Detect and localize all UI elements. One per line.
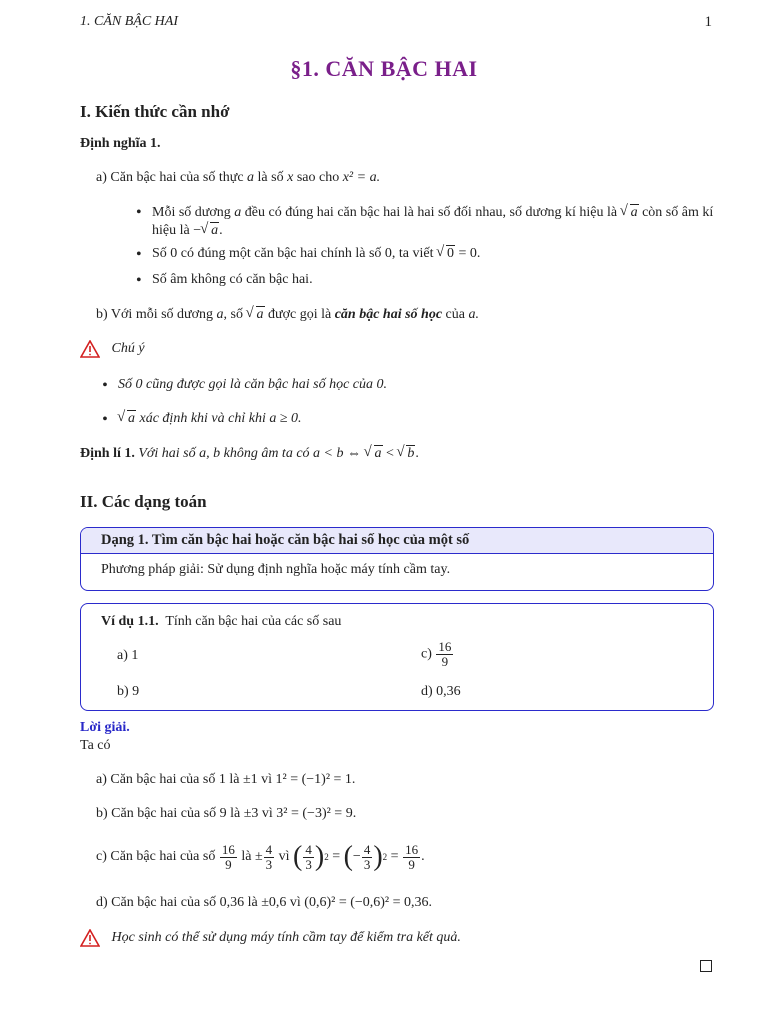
sqrt-symbol: √ a bbox=[118, 411, 136, 427]
sqrt-symbol: √ a bbox=[621, 204, 639, 222]
solution-item-b: b) Căn bậc hai của số 9 là ±3 vì 3² = (−3)² = 9. bbox=[96, 806, 357, 821]
example-item-a: a) 1 bbox=[117, 648, 139, 663]
solution-item-d: d) Căn bậc hai của số 0,36 là ±0,6 vì (0,6)² = (−0,6)² = 0,36. bbox=[96, 895, 433, 910]
fraction: $\frac{16}{9}$ bbox=[405, 841, 419, 872]
note-item-2: • √ a xác định khi và chỉ khi a ≥ 0. bbox=[118, 411, 302, 427]
sqrt-symbol: √ 0 bbox=[437, 246, 455, 262]
dang-box bbox=[80, 527, 714, 591]
dang-method: Phương pháp giải: Sử dụng định nghĩa hoặc máy tính cầm tay. bbox=[101, 562, 451, 577]
definition-item-b: b) Với mỗi số dương a, số √ a được gọi là căn bậc hai số học của a. bbox=[96, 307, 479, 323]
solution-label: Lời giải. bbox=[80, 720, 130, 735]
bullet-zero: • Số 0 có đúng một căn bậc hai chính là số 0, ta viết √ 0 = 0. bbox=[152, 246, 480, 262]
sqrt-symbol: √ a bbox=[247, 307, 265, 323]
example-item-d: d) 0,36 bbox=[421, 684, 461, 699]
example-item-c: c) $\frac{16}{9}$ bbox=[421, 639, 452, 669]
definition-item-a: a) Căn bậc hai của số thực a là số x sao cho x² = a. bbox=[96, 170, 381, 185]
page-title: §1. CĂN BẬC HAI bbox=[290, 56, 478, 81]
sqrt-symbol: √ a bbox=[365, 446, 383, 462]
sqrt-symbol: √ b bbox=[397, 446, 415, 462]
fraction: $\frac{4}{3}$ bbox=[305, 841, 312, 872]
theorem: Định lí 1. Với hai số a, b không âm ta có a < b ⇔ √ a < √ b. bbox=[80, 446, 419, 462]
solution-item-a: a) Căn bậc hai của số 1 là ±1 vì 1² = (−1)² = 1. bbox=[96, 772, 356, 787]
definition-label: Định nghĩa 1. bbox=[80, 136, 161, 151]
bullet-positive: • Mỗi số dương a đều có đúng hai căn bậc hai là hai số đối nhau, số dương kí hiệu là √ a còn số âm kí hiệu là −√ a. bbox=[152, 204, 718, 240]
section-heading-2: II. Các dạng toán bbox=[80, 492, 207, 511]
dang-title: Dạng 1. Tìm căn bậc hai hoặc căn bậc hai số học của một số bbox=[81, 528, 713, 554]
page-number: 1 bbox=[704, 14, 712, 30]
example-box bbox=[80, 603, 714, 711]
example-heading: Ví dụ 1.1. Tính căn bậc hai của các số sau bbox=[101, 614, 342, 629]
solution-item-c: c) Căn bậc hai của số $\frac{16}{9}$ là ± $\frac{4}{3}$ vì ( $\frac{4}{3}$ ) 2 = ( − $\frac{4}{3}$ ) 2 = $\frac{16}{9}$ . bbox=[96, 841, 425, 872]
section-heading-1: I. Kiến thức cần nhớ bbox=[80, 102, 230, 121]
warning-icon bbox=[80, 929, 100, 947]
warning-icon bbox=[80, 340, 100, 358]
fraction: $\frac{4}{3}$ bbox=[363, 841, 371, 872]
running-header: 1. CĂN BẬC HAI bbox=[80, 14, 178, 29]
fraction: $\frac{16}{9}$ bbox=[438, 639, 452, 669]
fraction: $\frac{16}{9}$ bbox=[221, 841, 235, 872]
qed-square-icon bbox=[700, 960, 712, 972]
bullet-negative: • Số âm không có căn bậc hai. bbox=[152, 272, 313, 288]
note-item-1: • Số 0 cũng được gọi là căn bậc hai số học của 0. bbox=[118, 377, 387, 393]
note-heading: Chú ý bbox=[80, 340, 145, 358]
sqrt-symbol: √ a bbox=[201, 222, 219, 240]
solution-intro: Ta có bbox=[80, 738, 111, 753]
solution-note: Học sinh có thể sử dụng máy tính cầm tay để kiểm tra kết quả. bbox=[80, 929, 461, 947]
fraction: $\frac{4}{3}$ bbox=[265, 841, 273, 872]
example-item-b: b) 9 bbox=[117, 684, 140, 699]
